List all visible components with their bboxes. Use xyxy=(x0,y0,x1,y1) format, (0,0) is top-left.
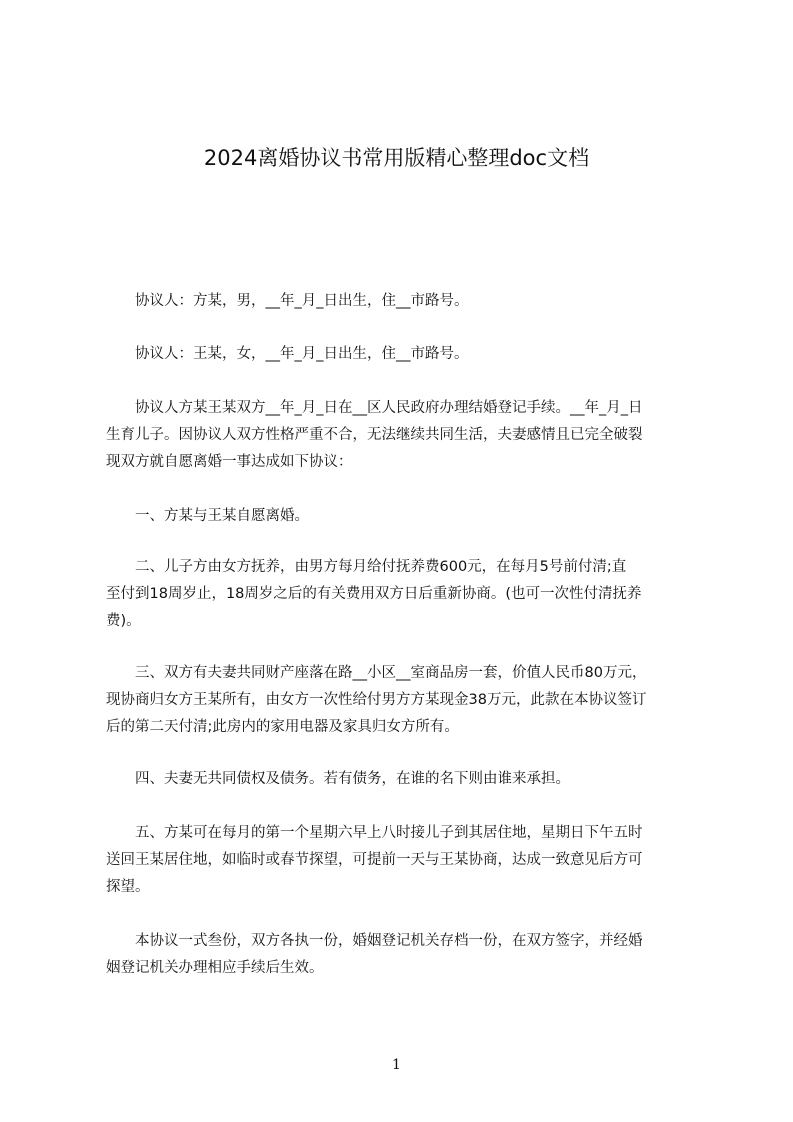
clause-3-paragraph xyxy=(106,660,700,741)
clause-5-paragraph xyxy=(106,820,700,901)
text-line: 生育儿子。因协议人双方性格严重不合，无法继续共同生活，夫妻感情且已完全破裂 xyxy=(106,427,643,443)
text-line: 至付到18周岁止，18周岁之后的有关费用双方日后重新协商。(也可一次性付清抚养 xyxy=(106,586,642,602)
text-line: 协议人：方某，男，__年_月_日出生，住__市路号。 xyxy=(106,293,469,309)
clause-4-paragraph xyxy=(106,766,700,793)
document-title: 2024离婚协议书常用版精心整理doc文档 xyxy=(203,146,590,170)
clause-2-paragraph xyxy=(106,554,700,635)
text-line: 五、方某可在每月的第一个星期六早上八时接儿子到其居住地，星期日下午五时 xyxy=(106,825,643,841)
text-line: 协议人：王某，女，__年_月_日出生，住__市路号。 xyxy=(106,346,469,362)
text-line: 本协议一式叁份，双方各执一份，婚姻登记机关存档一份，在双方签字，并经婚 xyxy=(106,933,643,949)
text-line: 现双方就自愿离婚一事达成如下协议： xyxy=(106,454,353,470)
background-paragraph xyxy=(106,395,700,476)
text-line: 后的第二天付清;此房内的家用电器及家具归女方所有。 xyxy=(106,719,459,735)
text-line: 探望。 xyxy=(106,879,150,895)
text-line: 送回王某居住地，如临时或春节探望，可提前一天与王某协商，达成一致意见后方可 xyxy=(106,852,643,868)
text-line: 二、儿子方由女方抚养，由男方每月给付抚养费600元，在每月5号前付清;直 xyxy=(106,559,627,575)
party-b-paragraph xyxy=(106,341,700,368)
text-line: 姻登记机关办理相应手续后生效。 xyxy=(106,960,324,976)
text-line: 现协商归女方王某所有，由女方一次性给付男方方某现金38万元，此款在本协议签订 xyxy=(106,692,647,708)
text-line: 三、双方有夫妻共同财产座落在路__小区__室商品房一套，价值人民币80万元， xyxy=(106,665,647,681)
text-line: 协议人方某王某双方__年_月_日在__区人民政府办理结婚登记手续。__年_月_日 xyxy=(106,400,643,416)
clause-1-paragraph xyxy=(106,503,700,530)
page-number: 1 xyxy=(392,1057,401,1073)
text-line: 四、夫妻无共同债权及债务。若有债务，在谁的名下则由谁来承担。 xyxy=(106,771,570,787)
effectiveness-paragraph xyxy=(106,928,700,982)
text-line: 费)。 xyxy=(106,613,141,629)
text-line: 一、方某与王某自愿离婚。 xyxy=(106,508,309,524)
party-a-paragraph xyxy=(106,288,700,315)
